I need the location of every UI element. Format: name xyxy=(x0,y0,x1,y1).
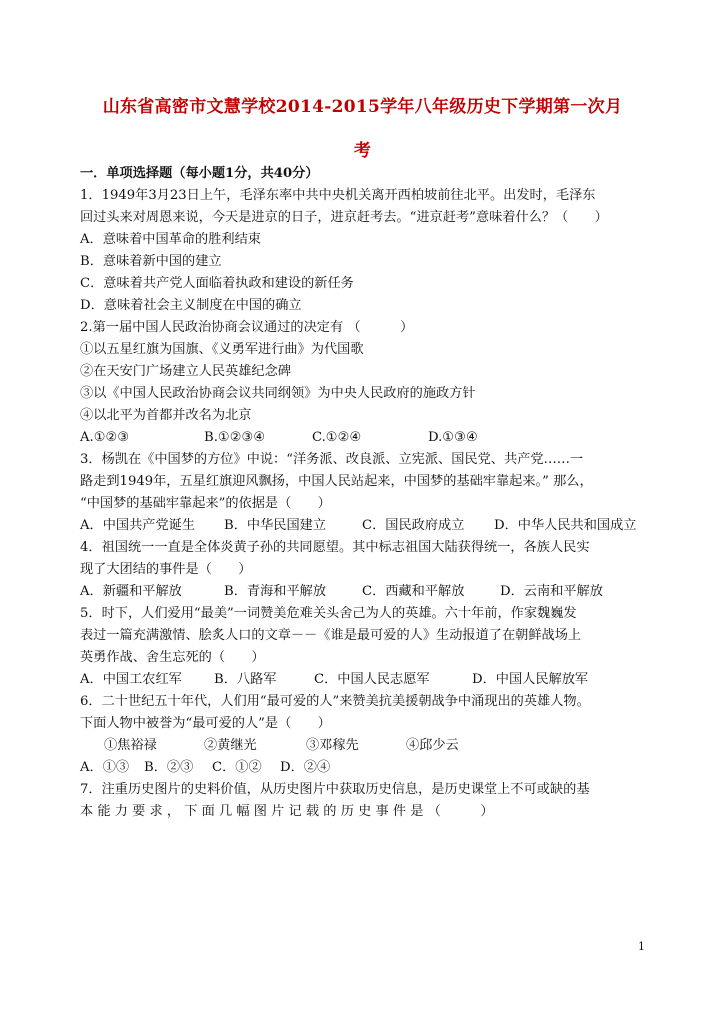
q3-option-c: C．国民政府成立 xyxy=(362,518,465,533)
q5-option-b: B．八路军 xyxy=(214,672,277,687)
q5-stem-line2: 表过一篇充满激情、脍炙人口的文章－－《谁是最可爱的人》生动报道了在朝鲜战场上 xyxy=(80,628,582,643)
q1-stem-line1: 1．1949年3月23日上午，毛泽东率中共中央机关离开西柏坡前往北平。出发时，毛泽东 xyxy=(80,188,596,203)
q2-item-2: ②在天安门广场建立人民英雄纪念碑 xyxy=(80,364,291,379)
q6-item-3: ③邓稼先 xyxy=(306,738,359,753)
q6-item-4: ④邱少云 xyxy=(406,738,459,753)
q2-option-d: D.①③④ xyxy=(428,430,478,445)
q2-item-1: ①以五星红旗为国旗、《义勇军进行曲》为代国歌 xyxy=(80,342,364,357)
document-title-line1: 山东省高密市文慧学校2014-2015学年八年级历史下学期第一次月 xyxy=(102,97,623,117)
q4-stem-line1: 4．祖国统一一直是全体炎黄子孙的共同愿望。其中标志祖国大陆获得统一，各族人民实 xyxy=(80,540,590,555)
q5-option-d: D．中国人民解放军 xyxy=(472,672,589,687)
q3-option-a: A．中国共产党诞生 xyxy=(80,518,196,533)
q4-option-a: A．新疆和平解放 xyxy=(80,584,182,599)
q6-stem-line2: 下面人物中被誉为“最可爱的人”是（ ） xyxy=(80,716,331,731)
q4-option-c: C．西藏和平解放 xyxy=(362,584,465,599)
page-number: 1 xyxy=(638,940,645,953)
q2-option-b: B.①②③④ xyxy=(204,430,266,445)
q1-option-a: A．意味着中国革命的胜利结束 xyxy=(80,232,261,247)
q5-option-c: C．中国人民志愿军 xyxy=(314,672,430,687)
q6-stem-line1: 6．二十世纪五十年代，人们用“最可爱的人”来赞美抗美援朝战争中涌现出的英雄人物。 xyxy=(80,694,590,709)
q5-option-a: A．中国工农红军 xyxy=(80,672,182,687)
q7-stem-line2: 本 能 力 要 求 ， 下 面 几 幅 图 片 记 载 的 历 史 事 件 是 （ ） xyxy=(80,804,494,819)
q2-item-3: ③以《中国人民政治协商会议共同纲领》为中央人民政府的施政方针 xyxy=(80,386,476,401)
q3-stem-line2: 路走到1949年，五星红旗迎风飘扬，中国人民站起来，中国梦的基础牢靠起来。” 那么， xyxy=(80,474,593,489)
q6-item-1: ①焦裕禄 xyxy=(104,738,157,753)
q6-option-a: A．①③ xyxy=(80,760,130,775)
q1-option-d: D．意味着社会主义制度在中国的确立 xyxy=(80,298,302,313)
document-title-line2: 考 xyxy=(353,141,372,161)
q3-stem-line3: “中国梦的基础牢靠起来”的依据是（ ） xyxy=(80,496,331,511)
q3-option-d: D．中华人民共和国成立 xyxy=(494,518,637,533)
q5-stem-line1: 5．时下，人们爱用“最美”一词赞美危难关头舍己为人的英雄。六十年前，作家魏巍发 xyxy=(80,606,577,621)
q3-stem-line1: 3．杨凯在《中国梦的方位》中说：“洋务派、改良派、立宪派、国民党、共产党……一 xyxy=(80,452,584,467)
q4-option-d: D．云南和平解放 xyxy=(500,584,603,599)
q2-option-c: C.①②④ xyxy=(312,430,362,445)
q7-stem-line1: 7．注重历史图片的史料价值，从历史图片中获取历史信息，是历史课堂上不可或缺的基 xyxy=(80,782,590,797)
q2-option-a: A.①②③ xyxy=(80,430,130,445)
q6-option-d: D．②④ xyxy=(280,760,331,775)
q6-option-c: C．①② xyxy=(212,760,262,775)
q6-option-b: B．②③ xyxy=(144,760,194,775)
q4-stem-line2: 现了大团结的事件是（ ） xyxy=(80,562,252,577)
q1-option-c: C．意味着共产党人面临着执政和建设的新任务 xyxy=(80,276,354,291)
q4-option-b: B．青海和平解放 xyxy=(224,584,327,599)
q2-item-4: ④以北平为首都并改名为北京 xyxy=(80,408,252,423)
q1-stem-line2: 回过头来对周恩来说，今天是进京的日子，进京赶考去。“进京赶考”意味着什么？（ ） xyxy=(80,210,608,225)
q1-option-b: B．意味着新中国的建立 xyxy=(80,254,222,269)
q2-stem: 2.第一届中国人民政治协商会议通过的决定有 （ ） xyxy=(80,320,414,335)
q3-option-b: B．中华民国建立 xyxy=(224,518,327,533)
section-heading: 一．单项选择题（每小题1分，共40分） xyxy=(80,166,319,181)
q5-stem-line3: 英勇作战、舍生忘死的（ ） xyxy=(80,650,265,665)
q6-item-2: ②黄继光 xyxy=(204,738,257,753)
